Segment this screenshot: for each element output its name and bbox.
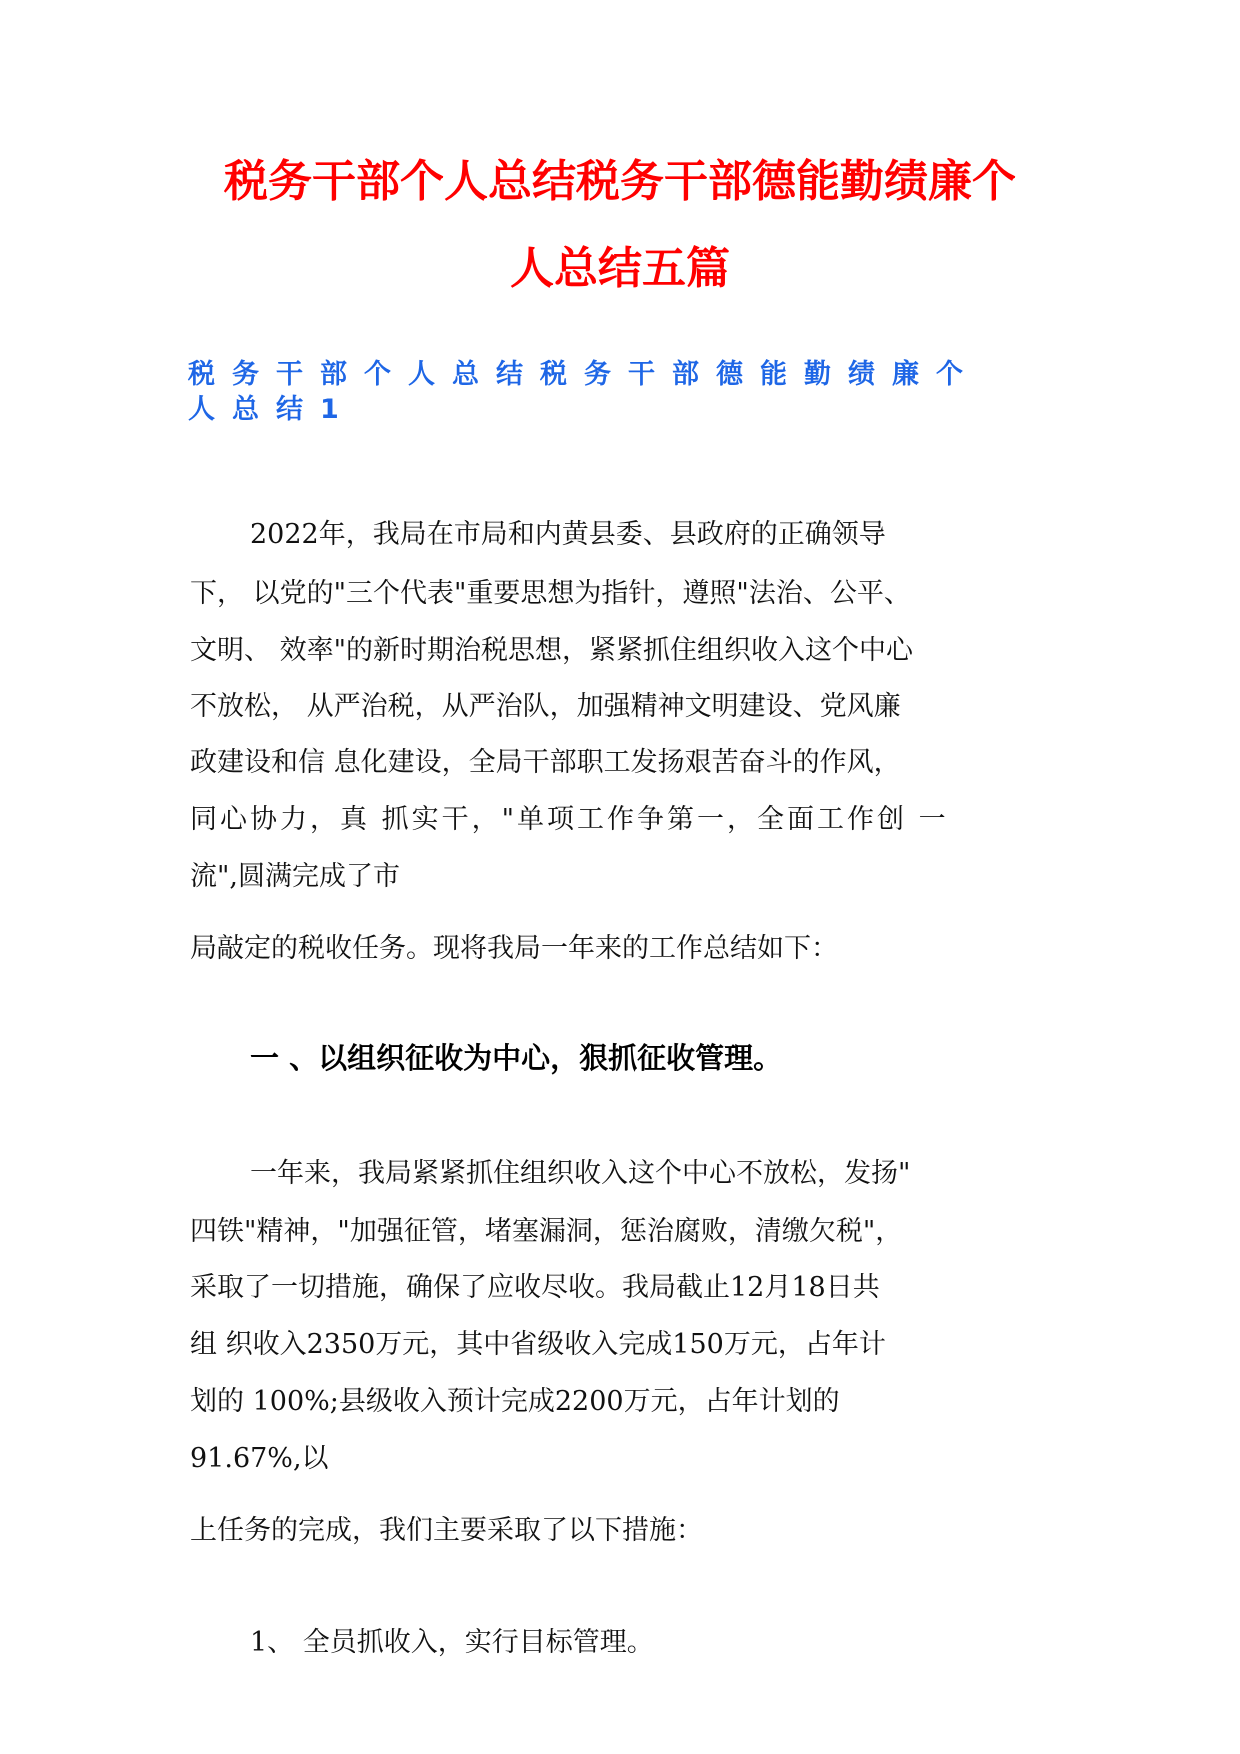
paragraph-3-line-4: 组 织收入2350万元，其中省级收入完成150万元，占年计 <box>190 1329 886 1360</box>
paragraph-3-line-5: 划的 100%;县级收入预计完成2200万元，占年计划的 <box>190 1386 840 1417</box>
list-item-1: 1、 全员抓收入，实行目标管理。 <box>250 1627 654 1658</box>
paragraph-1-line-6: 同心协力，真 抓实干，"单项工作争第一，全面工作创 一 <box>190 804 949 835</box>
paragraph-1-line-5: 政建设和信 息化建设，全局干部职工发扬艰苦奋斗的作风， <box>190 747 901 778</box>
paragraph-3-line-6: 91.67%,以 <box>190 1443 329 1474</box>
paragraph-1-line-1: 2022年，我局在市局和内黄县委、县政府的正确领导 <box>250 519 886 550</box>
paragraph-1-line-3: 文明、 效率"的新时期治税思想，紧紧抓住组织收入这个中心 <box>190 635 914 666</box>
document-title-line-2: 人总结五篇 <box>510 243 730 294</box>
paragraph-1-line-4: 不放松， 从严治税，从严治队，加强精神文明建设、党风廉 <box>190 691 901 722</box>
paragraph-4: 上任务的完成，我们主要采取了以下措施： <box>190 1515 703 1546</box>
paragraph-3-line-2: 四铁"精神，"加强征管，堵塞漏洞，惩治腐败，清缴欠税"， <box>190 1216 903 1247</box>
section-subtitle-line-2: 人总结1 <box>188 394 356 425</box>
document-title-line-1: 税务干部个人总结税务干部德能勤绩廉个 <box>224 156 1016 207</box>
section-1-heading: 一 、以组织征收为中心，狠抓征收管理。 <box>250 1041 783 1075</box>
paragraph-3-line-3: 采取了一切措施，确保了应收尽收。我局截止12月18日共 <box>190 1272 880 1303</box>
section-subtitle-line-1: 税务干部个人总结税务干部德能勤绩廉个 <box>188 359 980 390</box>
paragraph-2: 局敲定的税收任务。现将我局一年来的工作总结如下： <box>190 933 838 964</box>
paragraph-3-line-1: 一年来，我局紧紧抓住组织收入这个中心不放松，发扬" <box>250 1158 911 1189</box>
paragraph-1-line-2: 下， 以党的"三个代表"重要思想为指针，遵照"法治、公平、 <box>190 578 911 609</box>
paragraph-1-line-7: 流",圆满完成了市 <box>190 861 401 892</box>
